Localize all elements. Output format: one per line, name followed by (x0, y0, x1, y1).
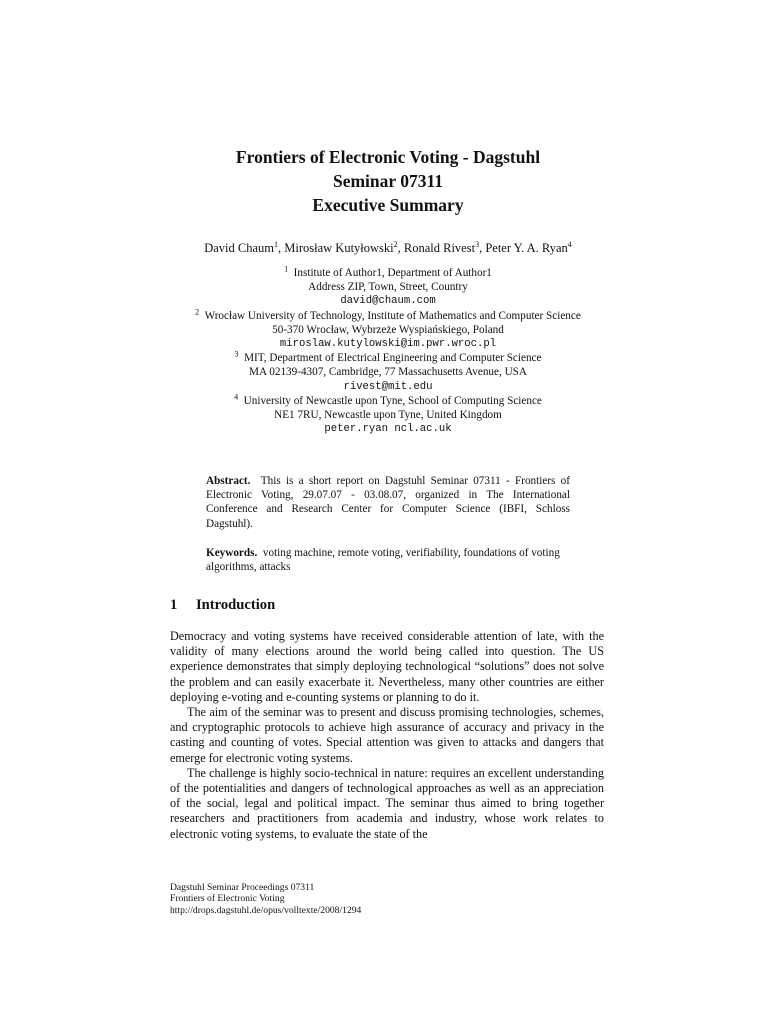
paragraph: Democracy and voting systems have received considerable attention of late, with the validity of many elections around the world being called into question. The US experience demonstrates that simply deploying technological “solutions” does not solve the problem and can easily exacerbate it. Nevertheless, many other countries are either deploying e-voting and e-counting systems or planning to do it. (170, 629, 604, 704)
keywords-text: voting machine, remote voting, verifiability, foundations of voting algorithms, attacks (206, 547, 560, 574)
title-line-2: Seminar 07311 (332, 171, 444, 191)
affiliation-email: rivest@mit.edu (343, 380, 433, 393)
paper-title (170, 145, 606, 217)
title-line-1: Frontiers of Electronic Voting - Dagstuhl (235, 147, 541, 167)
affiliation-institute: Institute of Author1, Department of Author1 (293, 267, 492, 279)
affiliation-mark: 2 (195, 306, 200, 316)
affiliation-institute: University of Newcastle upon Tyne, School of Computing Science (243, 394, 542, 407)
affiliation-email: peter.ryan ncl.ac.uk (324, 423, 452, 436)
footer-proceedings: Dagstuhl Seminar Proceedings 07311 (170, 882, 315, 893)
affiliation-4 (150, 394, 626, 437)
affiliation-address: NE1 7RU, Newcastle upon Tyne, United Kingdom (274, 409, 502, 422)
abstract-label: Abstract. (206, 475, 251, 487)
author-mark: 4 (567, 239, 572, 249)
title-line-3: Executive Summary (312, 195, 464, 215)
affiliation-list (150, 266, 626, 436)
affiliation-address: MA 02139-4307, Cambridge, 77 Massachusetts Avenue, USA (249, 366, 527, 379)
affiliation-mark: 1 (284, 264, 289, 274)
author-mark: 2 (393, 239, 398, 249)
keywords-label: Keywords. (206, 547, 258, 559)
affiliation-mark: 3 (234, 349, 239, 359)
author-mark: 1 (274, 239, 278, 249)
affiliation-3 (150, 351, 626, 394)
section-number: 1 (170, 597, 178, 613)
footer-series: Frontiers of Electronic Voting (170, 893, 285, 905)
author-list: David Chaum$^1$, Mirosław Kutyłowski$^2$, Ronald Rivest$^3$, Peter Y. A. Ryan$^4$ (204, 239, 572, 255)
affiliation-institute: Wrocław University of Technology, Institute of Mathematics and Computer Science (204, 309, 581, 322)
author-name: Peter Y. A. Ryan (485, 241, 568, 255)
affiliation-address: Address ZIP, Town, Street, Country (308, 281, 468, 294)
section-body (170, 629, 604, 842)
section-title: Introduction (196, 597, 276, 613)
affiliation-email: miroslaw.kutylowski@im.pwr.wroc.pl (279, 338, 497, 351)
footer-url: http://drops.dagstuhl.de/opus/volltexte/2008/1294 (170, 904, 362, 916)
abstract (206, 474, 570, 531)
affiliation-institute: MIT, Department of Electrical Engineering and Computer Science (244, 352, 542, 365)
keywords (206, 546, 570, 574)
affiliation-address: 50-370 Wrocław, Wybrzeże Wyspiańskiego, Poland (272, 323, 504, 336)
paragraph: The aim of the seminar was to present and discuss promising technologies, schemes, and cryptographic protocols to achieve high assurance of accuracy and privacy in the casting and counting of votes. Special attention was given to attacks and dangers that emerge for electronic voting systems. (170, 705, 604, 765)
affiliation-mark: 4 (234, 392, 239, 402)
affiliation-email: david@chaum.com (340, 295, 436, 308)
section-heading (170, 596, 275, 614)
author-mark: 3 (475, 239, 480, 249)
affiliation-1 (150, 266, 626, 309)
author-name: Ronald Rivest (403, 241, 476, 255)
author-name: David Chaum (204, 241, 274, 255)
abstract-text: This is a short report on Dagstuhl Seminar 07311 - Frontiers of Electronic Voting, 29.07.07 - 03.08.07, organized in The International Conference and Research Center for Computer Science (IBFI, Schloss Dagstuhl). (206, 475, 570, 530)
affiliation-2 (150, 306, 626, 352)
page-footer (170, 882, 361, 916)
paragraph: The challenge is highly socio-technical in nature: requires an excellent understanding of the potentialities and dangers of technological approaches as well as an appreciation of the social, legal and political impact. The seminar thus aimed to bring together researchers and practitioners from academia and industry, whose work relates to electronic voting systems, to evaluate the state of the (170, 765, 604, 841)
author-name: Mirosław Kutyłowski (284, 241, 394, 255)
